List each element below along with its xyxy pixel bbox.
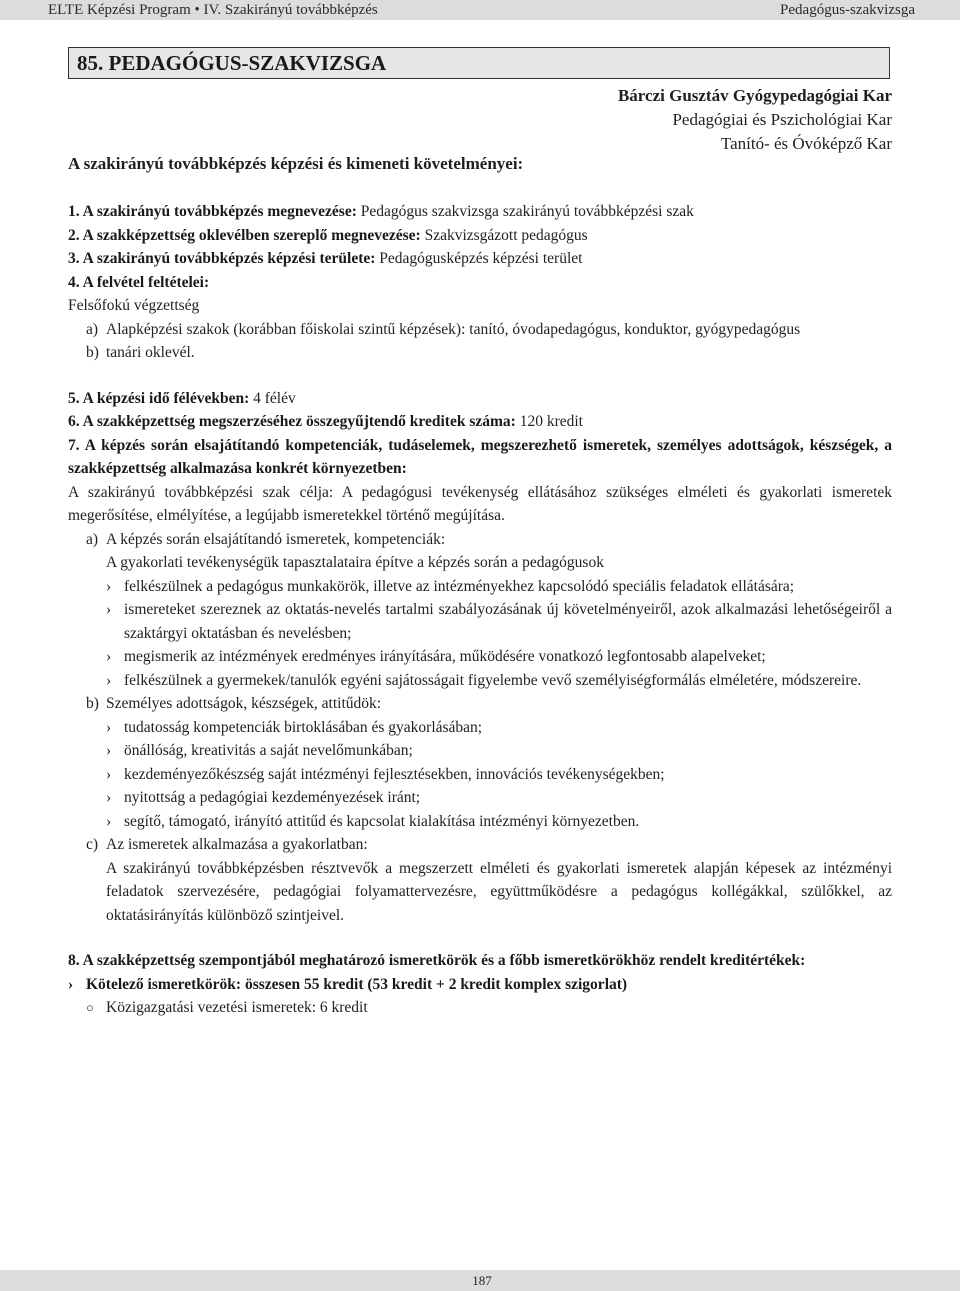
item-marker: b): [86, 695, 99, 712]
section-3-label: 3. A szakirányú továbbképzés képzési területe:: [68, 250, 376, 267]
list-item: [68, 598, 892, 645]
requirements-heading: A szakirányú továbbképzés képzési és kimeneti követelményei:: [68, 154, 524, 173]
running-header: [0, 0, 960, 20]
section-7: [68, 434, 892, 928]
section-5: [68, 387, 892, 411]
chevron-right-icon: ›: [106, 718, 112, 736]
item-title: Az ismeretek alkalmazása a gyakorlatban:: [106, 836, 368, 853]
item-title: A képzés során elsajátítandó ismeretek, kompetenciák:: [106, 530, 446, 548]
list-item-text: Kötelező ismeretkörök: összesen 55 kredit (53 kredit + 2 kredit komplex szigorlat): [86, 975, 628, 993]
circle-bullet-icon: ○: [86, 1000, 94, 1015]
chevron-right-icon: ›: [106, 765, 112, 783]
section-3-value: Pedagógusképzés képzési terület: [375, 250, 583, 267]
list-item: [68, 739, 892, 763]
chevron-right-icon: ›: [68, 975, 74, 993]
faculty-1: Bárczi Gusztáv Gyógypedagógiai Kar: [617, 86, 892, 105]
section-1: [68, 200, 892, 224]
section-7-intro: A szakirányú továbbképzési szak célja: A pedagógusi tevékenység ellátásához szükséges elméleti és gyakorlati ismeretek megerősítése, elmélyítése, a legújabb ismeretekkel történő megújítása.: [68, 483, 892, 524]
list-item-text: segítő, támogató, irányító attitűd és kapcsolat kialakítása intézményi környezetben.: [124, 812, 640, 830]
chevron-right-icon: ›: [106, 648, 112, 665]
faculty-2: Pedagógiai és Pszichológiai Kar: [672, 110, 892, 129]
section-4: [68, 271, 892, 365]
list-item-text: ismereteket szereznek az oktatás-nevelés tartalmi szabályozásának új követelményeiről, azok alkalmazási lehetőségeiről a szaktárgyi oktatásban és nevelésben;: [124, 601, 892, 642]
chevron-right-icon: ›: [106, 789, 112, 806]
list-item: [68, 645, 892, 669]
list-item: [68, 786, 892, 810]
list-item: [68, 669, 892, 693]
section-4-item-b: [68, 341, 892, 365]
chevron-right-icon: ›: [106, 671, 112, 689]
chevron-right-icon: ›: [106, 601, 112, 618]
item-title: Személyes adottságok, készségek, attitűdök:: [106, 695, 382, 712]
item-marker: a): [86, 320, 99, 338]
list-item-text: önállóság, kreativitás a saját nevelőmunkában;: [124, 742, 413, 759]
section-4-label: 4. A felvétel feltételei:: [68, 273, 210, 291]
list-item-text: felkészülnek a pedagógus munkakörök, illetve az intézményekhez kapcsolódó speciális feladatok ellátására;: [124, 577, 795, 595]
item-marker: c): [86, 836, 99, 853]
list-item: [68, 973, 892, 997]
section-5-value: 4 félév: [249, 389, 296, 407]
chevron-right-icon: ›: [106, 812, 112, 830]
page-title: 85. PEDAGÓGUS-SZAKVIZSGA: [68, 47, 890, 79]
list-item: [68, 575, 892, 599]
list-item-text: Közigazgatási vezetési ismeretek: 6 kredit: [106, 999, 368, 1016]
item-text: Alapképzési szakok (korábban főiskolai szintű képzések): tanító, óvodapedagógus, konduktor, gyógypedagógus: [106, 320, 801, 338]
list-item-text: nyitottság a pedagógiai kezdeményezések iránt;: [124, 789, 421, 806]
list-item-text: megismerik az intézmények eredményes irányítására, működésére vonatkozó legfontosabb alapelveket;: [124, 648, 766, 665]
section-7-item-c: [68, 833, 892, 857]
faculty-3: Tanító- és Óvóképző Kar: [720, 134, 892, 153]
section-7-item-a: [68, 528, 892, 552]
section-2-label: 2. A szakképzettség oklevélben szereplő megnevezése:: [68, 226, 421, 244]
section-7-a-intro: A gyakorlati tevékenységük tapasztalataira építve a képzés során a pedagógusok: [106, 554, 604, 571]
section-4-intro: Felsőfokú végzettség: [68, 297, 200, 314]
header-left: ELTE Képzési Program • IV. Szakirányú továbbképzés: [48, 2, 378, 18]
section-7-c-text: A szakirányú továbbképzésben résztvevők a megszerzett elméleti és gyakorlati ismeretek alapján képesek az intézményi feladatok szervezésére, pedagógiai folyamattervezésre, együttműködésre a pedagógus kollégákkal, szülőkkel, az oktatásirányítás különböző szintjeivel.: [106, 859, 892, 924]
section-1-label: 1. A szakirányú továbbképzés megnevezése:: [68, 203, 357, 220]
list-item-text: felkészülnek a gyermekek/tanulók egyéni sajátosságait figyelembe vevő személyiségformálás elméletére, módszereire.: [124, 671, 862, 689]
section-6-label: 6. A szakképzettség megszerzéséhez összegyűjtendő kreditek száma:: [68, 413, 516, 430]
list-item: [68, 810, 892, 834]
list-item-text: kezdeményezőkészség saját intézményi fejlesztésekben, innovációs tevékenységekben;: [124, 765, 665, 783]
chevron-right-icon: ›: [106, 577, 112, 595]
page-footer: [0, 1270, 960, 1291]
section-8-label: 8. A szakképzettség szempontjából meghatározó ismeretkörök és a főbb ismeretkörökhöz rendelt kreditértékek:: [68, 952, 806, 969]
list-item: [68, 716, 892, 740]
list-item: [68, 763, 892, 787]
faculties: [618, 84, 892, 156]
section-7-item-b: [68, 692, 892, 716]
section-8: [68, 949, 892, 1020]
header-right: Pedagógus-szakvizsga: [780, 2, 915, 18]
list-item: [68, 996, 892, 1020]
item-text: tanári oklevél.: [106, 344, 195, 361]
list-item-text: tudatosság kompetenciák birtoklásában és gyakorlásában;: [124, 718, 483, 736]
chevron-right-icon: ›: [106, 742, 112, 759]
section-1-value: Pedagógus szakvizsga szakirányú továbbképzési szak: [356, 203, 694, 220]
section-4-item-a: [68, 318, 892, 342]
section-6: [68, 410, 892, 434]
section-5-label: 5. A képzési idő félévekben:: [68, 389, 250, 407]
page-number: 187: [472, 1273, 492, 1288]
document-body: [68, 200, 892, 1042]
section-7-label: 7. A képzés során elsajátítandó kompetenciák, tudáselemek, megszerezhető ismeretek, személyes adottságok, készségek, a szakképzettség alkalmazása konkrét környezetben:: [68, 436, 892, 477]
section-2: [68, 224, 892, 248]
section-3: [68, 247, 892, 271]
item-marker: b): [86, 344, 99, 361]
item-marker: a): [86, 530, 99, 548]
section-6-value: 120 kredit: [515, 413, 583, 430]
section-2-value: Szakvizsgázott pedagógus: [420, 226, 588, 244]
